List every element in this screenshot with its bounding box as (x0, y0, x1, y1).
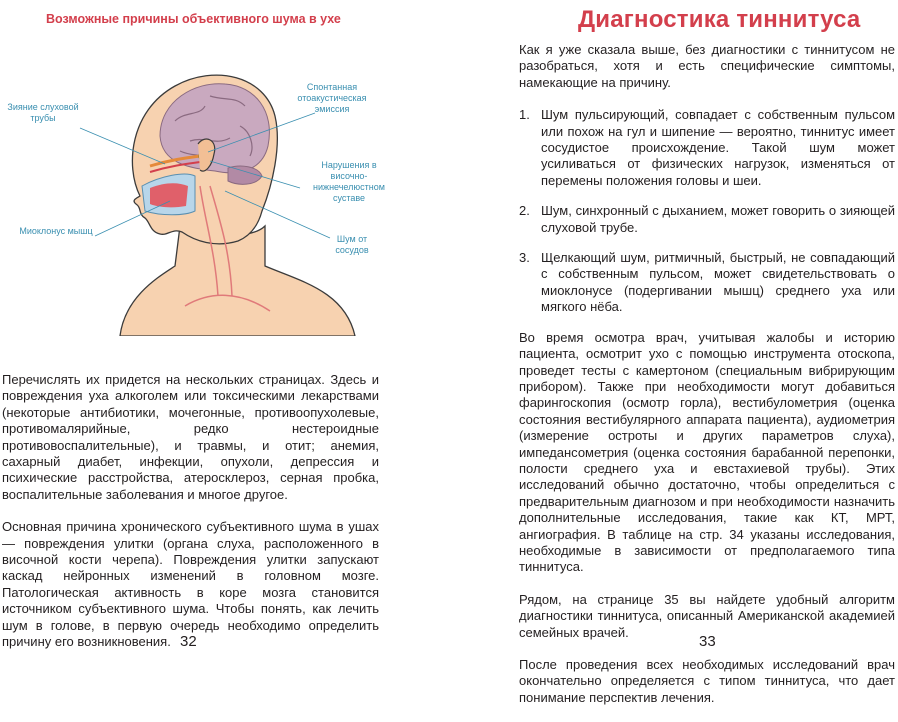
list-item (519, 203, 895, 236)
list-text: Щелкающий шум, ритмичный, быстрый, не совпадающий с собственным пульсом, может свидетельствовать о миоклонусе (подергивании мышц) среднего уха или мягкого нёба. (541, 250, 895, 315)
list-number: 2. (519, 203, 530, 219)
list-number: 3. (519, 250, 530, 266)
page-number: 33 (699, 633, 716, 650)
ear-noise-illustration (0, 36, 449, 336)
symptom-list (519, 107, 895, 315)
paragraph: Основная причина хронического субъективного шума в ушах — повреждения улитки (органа слуха, расположенного в височной кости черепа). Повреждения улитки запускают каскад нейронных изменений в головном мозге. Патологическая активность в коре мозга становится источником субъективного шума. Чтобы понять, как лечить шум в голове, в первую очередь необходимо определить причину его возникновения. (2, 519, 379, 650)
paragraph: После проведения всех необходимых исследований врач окончательно определяется с типом тиннитуса, что дает понимание перспектив лечения. (519, 657, 895, 705)
label-vascular-noise: Шум от сосудов (335, 234, 369, 255)
label-otoacoustic-emission: Спонтанная отоакустическая эмиссия (297, 82, 367, 114)
label-myoclonus: Миоклонус мышц (19, 226, 93, 236)
paragraph: Рядом, на странице 35 вы найдете удобный алгоритм диагностики тиннитуса, описанный Американской академией семейных врачей. (519, 591, 895, 640)
figure-title: Возможные причины объективного шума в ухе (46, 12, 341, 26)
right-page (449, 0, 898, 705)
list-number: 1. (519, 107, 530, 123)
right-body-text (519, 42, 895, 722)
list-text: Шум, синхронный с дыханием, может говорить о зияющей слуховой трубе. (541, 203, 895, 235)
left-body-text (2, 372, 379, 667)
left-page (0, 0, 449, 652)
page-number: 32 (180, 633, 197, 650)
list-item (519, 250, 895, 316)
paragraph: Перечислять их придется на нескольких страницах. Здесь и повреждения уха алкоголем или токсическими лекарствами (некоторые антибиотики, мочегонные, противоопухолевые, противомалярийные, редко нестероидные противовоспалительные), и травмы, и отит; анемия, сахарный диабет, инфекции, опухоли, депрессия и психические расстройства, атеросклероз, серная пробка, воспалительные заболевания и многое другое. (2, 372, 379, 502)
page-heading: Диагностика тиннитуса (578, 6, 861, 33)
paragraph: Во время осмотра врач, учитывая жалобы и историю пациента, осмотрит ухо с помощью инструмента отоскопа, проведет тесты с камертоном (специальным вибрирующим прибором). Также при необходимости могут добавиться фарингоскопия (осмотр горла), вестибулометрия (оценка состояния вестибулярного аппарата пациента), аудиометрия (измерение остроты и других параметров слуха), импедансометрия (оценка состояния барабанной перепонки, полости среднего уха и евстахиевой трубы). Этих исследований обычно достаточно, чтобы определиться с предварительным диагнозом и при необходимости назначить дополнительные исследования, такие как КТ, МРТ, ангиография. В таблице на стр. 34 указаны исследования, необходимые в зависимости от предполагаемого типа тиннитуса. (519, 329, 895, 575)
label-tmj-disorder: Нарушения в височно-нижнечелюстном суставе (313, 160, 385, 203)
list-text: Шум пульсирующий, совпадает с собственным пульсом или похож на гул и шипение — вероятно, тиннитус имеет сосудистое происхождение. Такой шум может усиливаться от физических нагрузок, изменяться от перемены положения головы и шеи. (541, 107, 895, 188)
intro-paragraph: Как я уже сказала выше, без диагностики с тиннитусом не разобраться, хотя и есть специфические симптомы, намекающие на причину. (519, 42, 895, 90)
list-item (519, 107, 895, 189)
label-auditory-tube: Зияние слуховой трубы (7, 102, 79, 123)
